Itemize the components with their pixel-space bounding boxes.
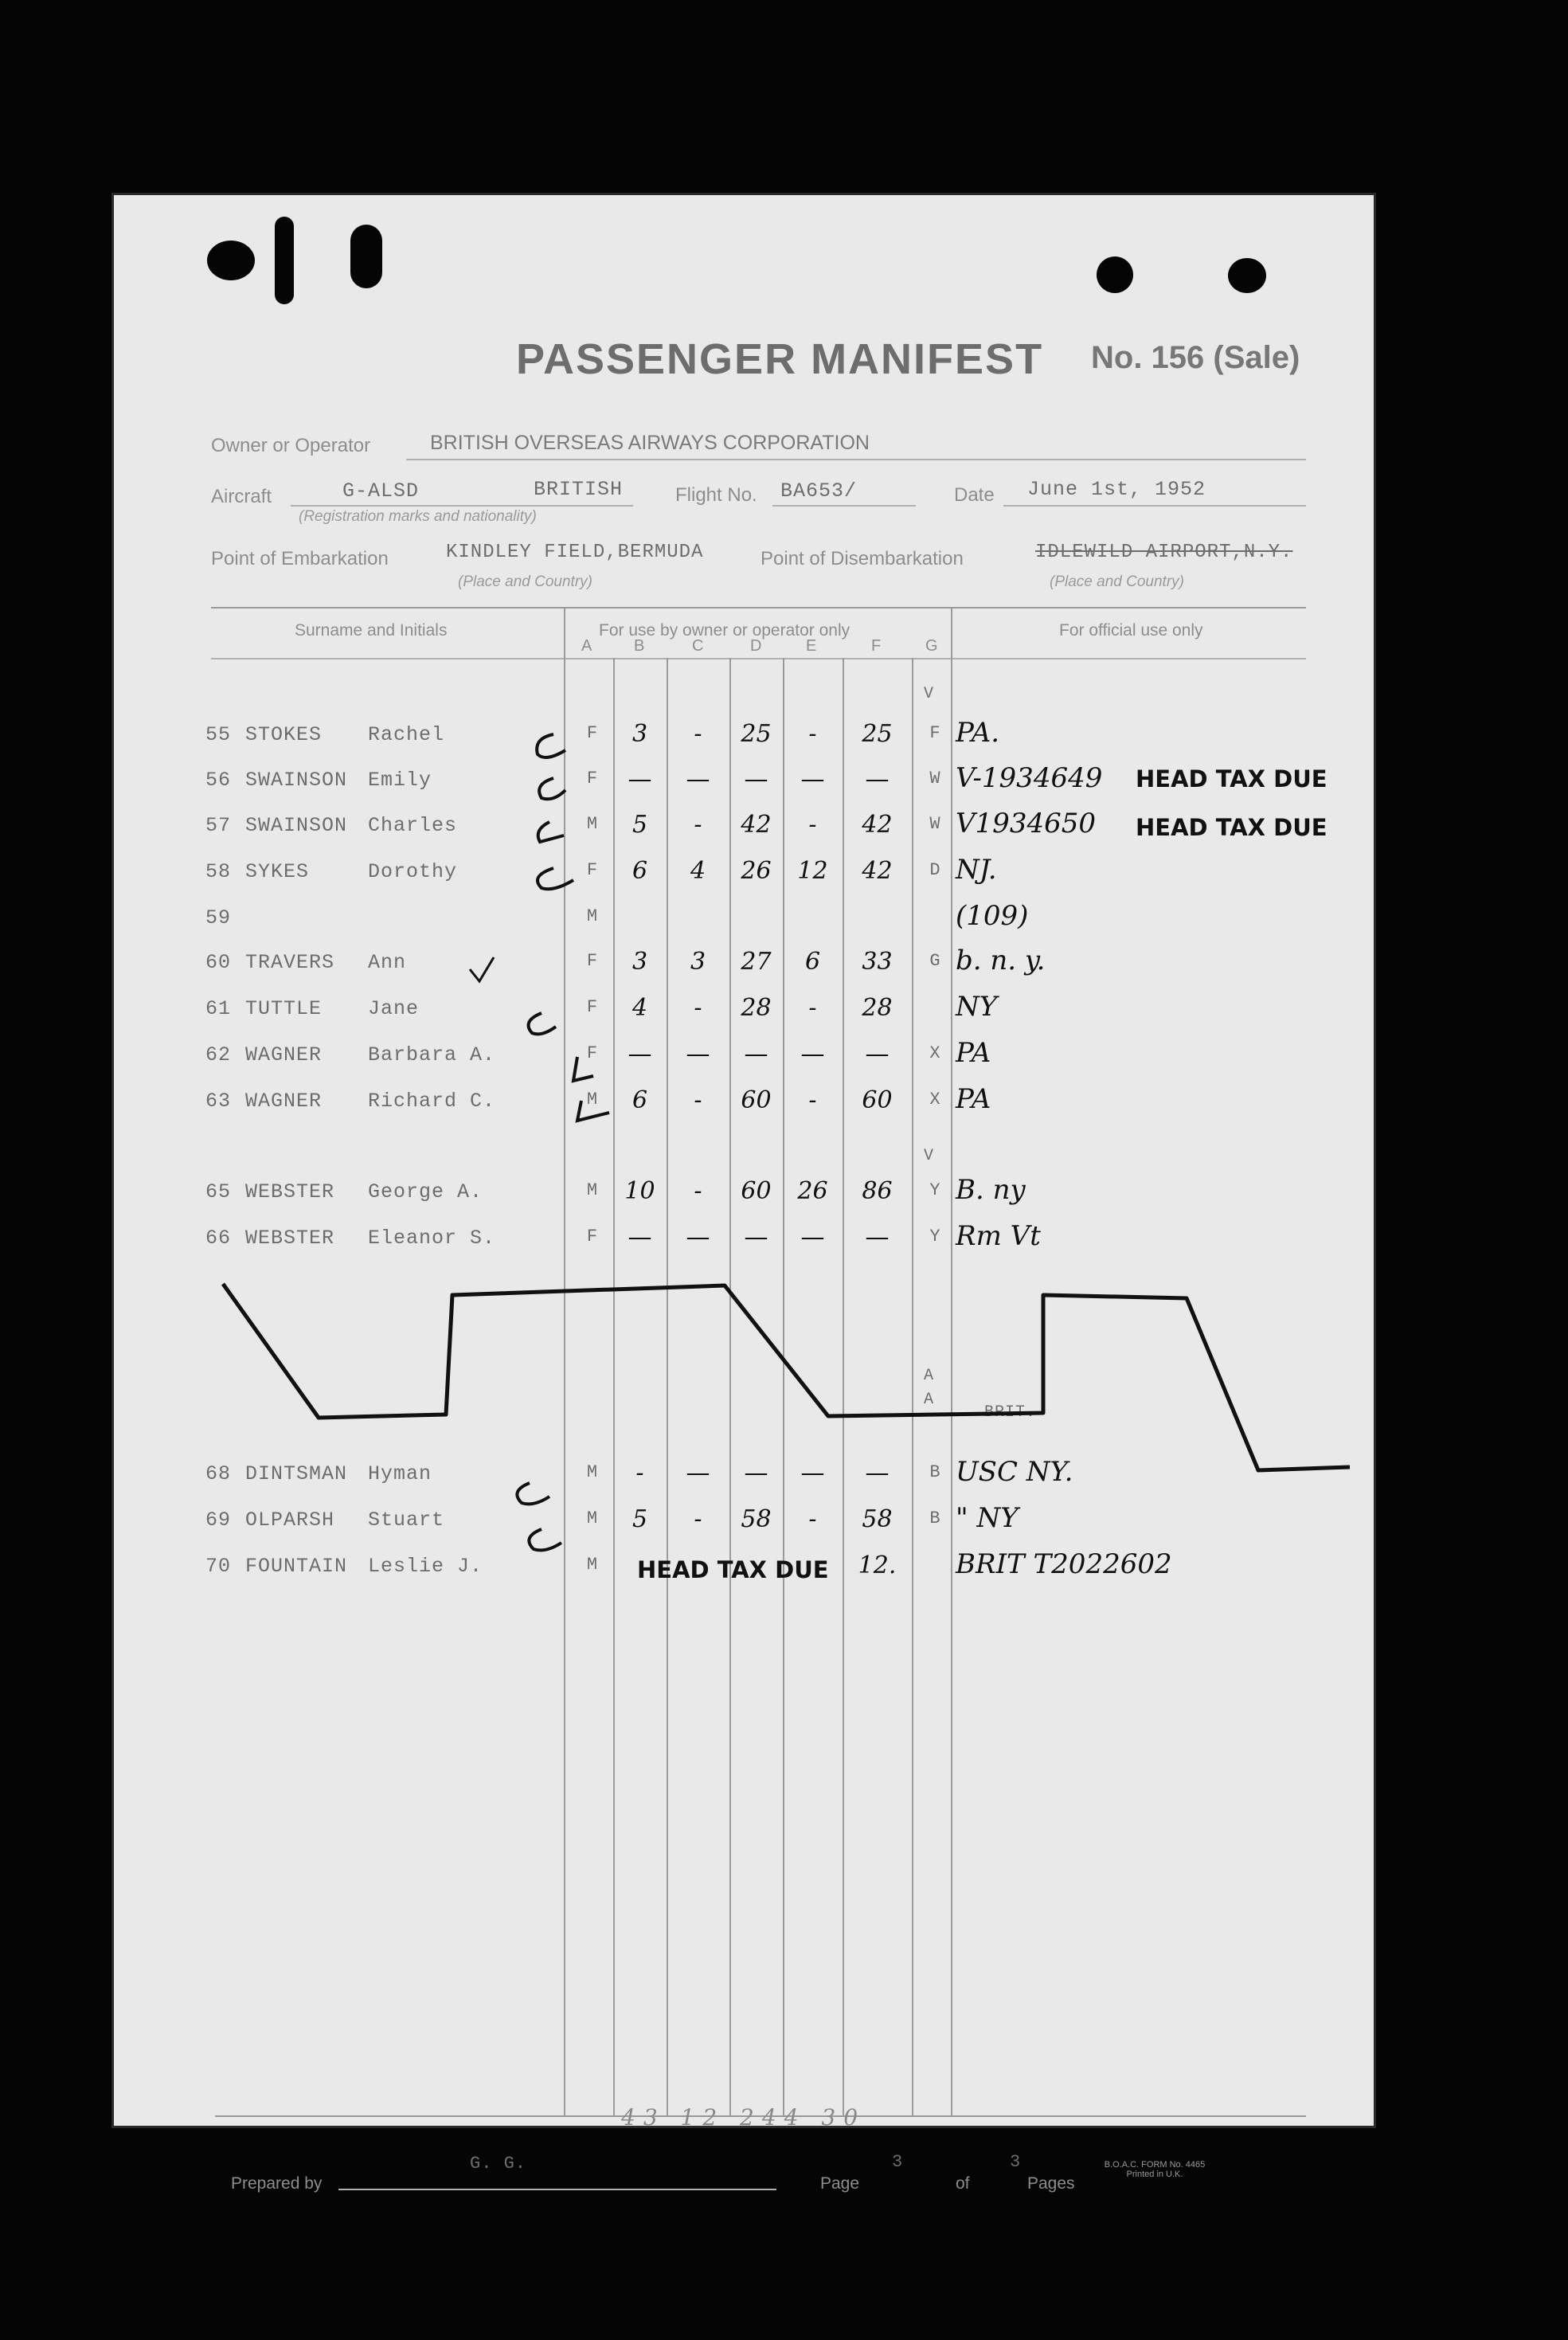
owner-label: Owner or Operator <box>211 435 371 456</box>
column-g-value: B <box>929 1508 941 1528</box>
column-totals: 43 12 244 30 <box>621 2104 866 2131</box>
column-d-value: 27 <box>741 948 772 976</box>
row-number: 55 <box>205 723 232 746</box>
row-number: 60 <box>205 951 232 974</box>
side-letter: A <box>924 1367 935 1385</box>
column-a-value: M <box>586 1180 599 1200</box>
column-a-value: M <box>586 906 599 926</box>
column-g-value: G <box>929 951 941 971</box>
column-c-value: - <box>694 720 702 748</box>
passenger-surname: OLPARSH <box>245 1508 335 1532</box>
column-f-value: 42 <box>862 857 893 885</box>
official-note: NY <box>956 991 998 1023</box>
column-a-value: F <box>586 997 599 1017</box>
column-header-official: For official use only <box>1059 621 1203 640</box>
column-b-value: — <box>628 1223 652 1251</box>
disembarkation-hint: (Place and Country) <box>1050 573 1184 590</box>
official-note: BRIT T2022602 <box>956 1548 1172 1580</box>
column-f-value: 25 <box>862 720 893 748</box>
passenger-given-name: Rachel <box>368 723 445 746</box>
column-c-value: - <box>694 1086 702 1114</box>
passenger-surname: SWAINSON <box>245 814 348 837</box>
flight-number: BA653/ <box>780 479 858 503</box>
passenger-given-name: George A. <box>368 1180 483 1203</box>
column-d-value: 42 <box>741 811 772 839</box>
column-b-value: 4 <box>632 994 648 1022</box>
row-number: 59 <box>205 906 232 929</box>
passenger-given-name: Richard C. <box>368 1090 496 1113</box>
passenger-surname: FOUNTAIN <box>245 1555 348 1578</box>
column-a-value: M <box>586 1090 599 1109</box>
row-number: 65 <box>205 1180 232 1203</box>
date-value: June 1st, 1952 <box>1027 478 1206 501</box>
column-f-value: — <box>865 1223 890 1251</box>
passenger-given-name: Leslie J. <box>368 1555 483 1578</box>
column-e-value: - <box>808 720 817 748</box>
head-tax-stamp: HEAD TAX DUE <box>637 1556 829 1583</box>
column-g-value: X <box>929 1043 941 1063</box>
cancellation-line <box>111 193 1376 2128</box>
column-g-value: Y <box>929 1180 941 1200</box>
row-number: 57 <box>205 814 232 837</box>
side-letter: V <box>924 1147 935 1165</box>
column-b-value: 3 <box>632 720 648 748</box>
column-g-value: X <box>929 1090 941 1109</box>
page-label: Page <box>820 2174 860 2193</box>
column-f-value: 33 <box>862 948 893 976</box>
column-d-value: 26 <box>741 857 772 885</box>
passenger-given-name: Eleanor S. <box>368 1227 496 1250</box>
official-note: B. ny <box>956 1174 1026 1206</box>
column-g-value: D <box>929 860 941 880</box>
column-letter: C <box>692 637 704 655</box>
passenger-surname: WEBSTER <box>245 1227 335 1250</box>
passenger-given-name: Barbara A. <box>368 1043 496 1066</box>
side-letter: V <box>924 685 935 703</box>
official-note: " NY <box>956 1502 1019 1534</box>
of-label: of <box>956 2174 970 2193</box>
column-a-value: M <box>586 1462 599 1482</box>
column-a-value: F <box>586 723 599 743</box>
column-f-value: 58 <box>862 1505 893 1533</box>
head-tax-stamp: HEAD TAX DUE <box>1136 814 1328 841</box>
passenger-given-name: Charles <box>368 814 458 837</box>
column-a-value: F <box>586 860 599 880</box>
column-letter: D <box>750 637 762 655</box>
column-g-value: W <box>929 814 941 834</box>
passenger-surname: WEBSTER <box>245 1180 335 1203</box>
passenger-surname: SYKES <box>245 860 310 883</box>
page-value: 3 <box>892 2152 904 2172</box>
official-note: (109) <box>956 900 1029 932</box>
official-note: V-1934649 <box>956 762 1103 794</box>
column-c-value: 4 <box>690 857 706 885</box>
passenger-surname: WAGNER <box>245 1043 323 1066</box>
column-c-value: - <box>694 811 702 839</box>
column-c-value: — <box>686 765 710 793</box>
row-number: 68 <box>205 1462 232 1485</box>
passenger-given-name: Dorothy <box>368 860 458 883</box>
column-d-value: 28 <box>741 994 772 1022</box>
column-f-value: — <box>865 765 890 793</box>
column-e-value: 6 <box>804 948 821 976</box>
column-d-value: 25 <box>741 720 772 748</box>
date-label: Date <box>954 484 995 506</box>
column-letter: G <box>925 637 938 655</box>
column-c-value: 3 <box>690 948 706 976</box>
flight-label: Flight No. <box>675 484 757 506</box>
row-number: 61 <box>205 997 232 1020</box>
disembarkation-label: Point of Disembarkation <box>761 548 964 569</box>
column-d-value: 60 <box>741 1177 772 1205</box>
disembarkation-value: IDLEWILD AIRPORT,N.Y. <box>1035 542 1293 563</box>
row-number: 70 <box>205 1555 232 1578</box>
passenger-surname: STOKES <box>245 723 323 746</box>
passenger-surname: TUTTLE <box>245 997 323 1020</box>
column-b-value: 10 <box>624 1177 655 1205</box>
column-g-value: Y <box>929 1227 941 1246</box>
row-number: 63 <box>205 1090 232 1113</box>
official-note: PA <box>956 1083 991 1115</box>
owner-value: BRITISH OVERSEAS AIRWAYS CORPORATION <box>430 432 870 454</box>
column-f-value: 12. <box>858 1552 897 1579</box>
column-d-value: — <box>744 765 768 793</box>
row-number: 58 <box>205 860 232 883</box>
row-number: 56 <box>205 769 232 792</box>
official-note: NJ. <box>956 854 997 886</box>
column-d-value: 58 <box>741 1505 772 1533</box>
passenger-given-name: Jane <box>368 997 420 1020</box>
column-c-value: - <box>694 1505 702 1533</box>
column-d-value: — <box>744 1223 768 1251</box>
column-f-value: — <box>865 1459 890 1487</box>
column-d-value: — <box>744 1040 768 1068</box>
official-note: PA. <box>956 717 1000 749</box>
column-e-value: — <box>800 1040 825 1068</box>
column-letter: F <box>871 637 882 655</box>
official-note: USC NY. <box>956 1456 1073 1488</box>
side-letter: A <box>924 1391 935 1409</box>
prepared-by-value: G. G. <box>470 2154 527 2174</box>
column-e-value: - <box>808 1086 817 1114</box>
column-f-value: 60 <box>862 1086 893 1114</box>
brit-note: BRIT. <box>984 1403 1037 1422</box>
column-g-value: B <box>929 1462 941 1482</box>
pages-label: Pages <box>1027 2174 1075 2193</box>
column-c-value: - <box>694 1177 702 1205</box>
form-note: B.O.A.C. FORM No. 4465 Printed in U.K. <box>1104 2160 1206 2179</box>
column-b-value: — <box>628 765 652 793</box>
head-tax-stamp: HEAD TAX DUE <box>1136 765 1328 792</box>
column-e-value: 26 <box>797 1177 828 1205</box>
passenger-given-name: Emily <box>368 769 432 792</box>
aircraft-nationality: BRITISH <box>534 478 624 501</box>
embarkation-hint: (Place and Country) <box>458 573 592 590</box>
column-e-value: — <box>800 1223 825 1251</box>
embarkation-label: Point of Embarkation <box>211 548 389 569</box>
aircraft-registration: G-ALSD <box>342 479 420 503</box>
pages-value: 3 <box>1010 2152 1022 2172</box>
column-e-value: — <box>800 765 825 793</box>
row-number: 69 <box>205 1508 232 1532</box>
column-c-value: — <box>686 1040 710 1068</box>
passenger-surname: WAGNER <box>245 1090 323 1113</box>
column-a-value: F <box>586 951 599 971</box>
row-number: 62 <box>205 1043 232 1066</box>
column-g-value: W <box>929 769 941 788</box>
column-a-value: F <box>586 1043 599 1063</box>
passenger-surname: DINTSMAN <box>245 1462 348 1485</box>
column-a-value: M <box>586 1508 599 1528</box>
column-a-value: F <box>586 1227 599 1246</box>
passenger-given-name: Ann <box>368 951 407 974</box>
column-b-value: 6 <box>632 857 648 885</box>
column-f-value: 86 <box>862 1177 893 1205</box>
column-header-name: Surname and Initials <box>295 621 448 640</box>
official-note: V1934650 <box>956 808 1096 839</box>
official-note: PA <box>956 1037 991 1069</box>
column-letter: E <box>806 637 817 655</box>
column-b-value: — <box>628 1040 652 1068</box>
column-a-value: M <box>586 814 599 834</box>
column-letter: B <box>634 637 645 655</box>
column-a-value: F <box>586 769 599 788</box>
column-f-value: 28 <box>862 994 893 1022</box>
column-g-value: F <box>929 723 941 743</box>
column-header-owner-use: For use by owner or operator only <box>599 621 850 640</box>
passenger-surname: TRAVERS <box>245 951 335 974</box>
column-e-value: 12 <box>797 857 828 885</box>
column-b-value: 3 <box>632 948 648 976</box>
column-c-value: - <box>694 994 702 1022</box>
embarkation-value: KINDLEY FIELD,BERMUDA <box>446 542 704 563</box>
column-c-value: — <box>686 1459 710 1487</box>
aircraft-label: Aircraft <box>211 486 272 507</box>
official-note: b. n. y. <box>956 945 1046 976</box>
column-b-value: 5 <box>632 811 648 839</box>
prepared-by-label: Prepared by <box>231 2174 323 2193</box>
column-b-value: 6 <box>632 1086 648 1114</box>
column-e-value: - <box>808 994 817 1022</box>
row-number: 66 <box>205 1227 232 1250</box>
column-f-value: — <box>865 1040 890 1068</box>
manifest-sheet <box>111 193 1376 2193</box>
official-note: Rm Vt <box>956 1220 1041 1252</box>
column-e-value: - <box>808 1505 817 1533</box>
passenger-given-name: Hyman <box>368 1462 432 1485</box>
column-a-value: M <box>586 1555 599 1575</box>
passenger-given-name: Stuart <box>368 1508 445 1532</box>
column-e-value: — <box>800 1459 825 1487</box>
column-b-value: - <box>635 1459 644 1487</box>
column-letter: A <box>581 637 592 655</box>
column-e-value: - <box>808 811 817 839</box>
column-b-value: 5 <box>632 1505 648 1533</box>
column-f-value: 42 <box>862 811 893 839</box>
aircraft-hint: (Registration marks and nationality) <box>299 508 537 525</box>
page-title: PASSENGER MANIFEST <box>516 335 1044 383</box>
column-c-value: — <box>686 1223 710 1251</box>
passenger-surname: SWAINSON <box>245 769 348 792</box>
form-number: No. 156 (Sale) <box>1091 340 1300 375</box>
column-d-value: 60 <box>741 1086 772 1114</box>
column-d-value: — <box>744 1459 768 1487</box>
